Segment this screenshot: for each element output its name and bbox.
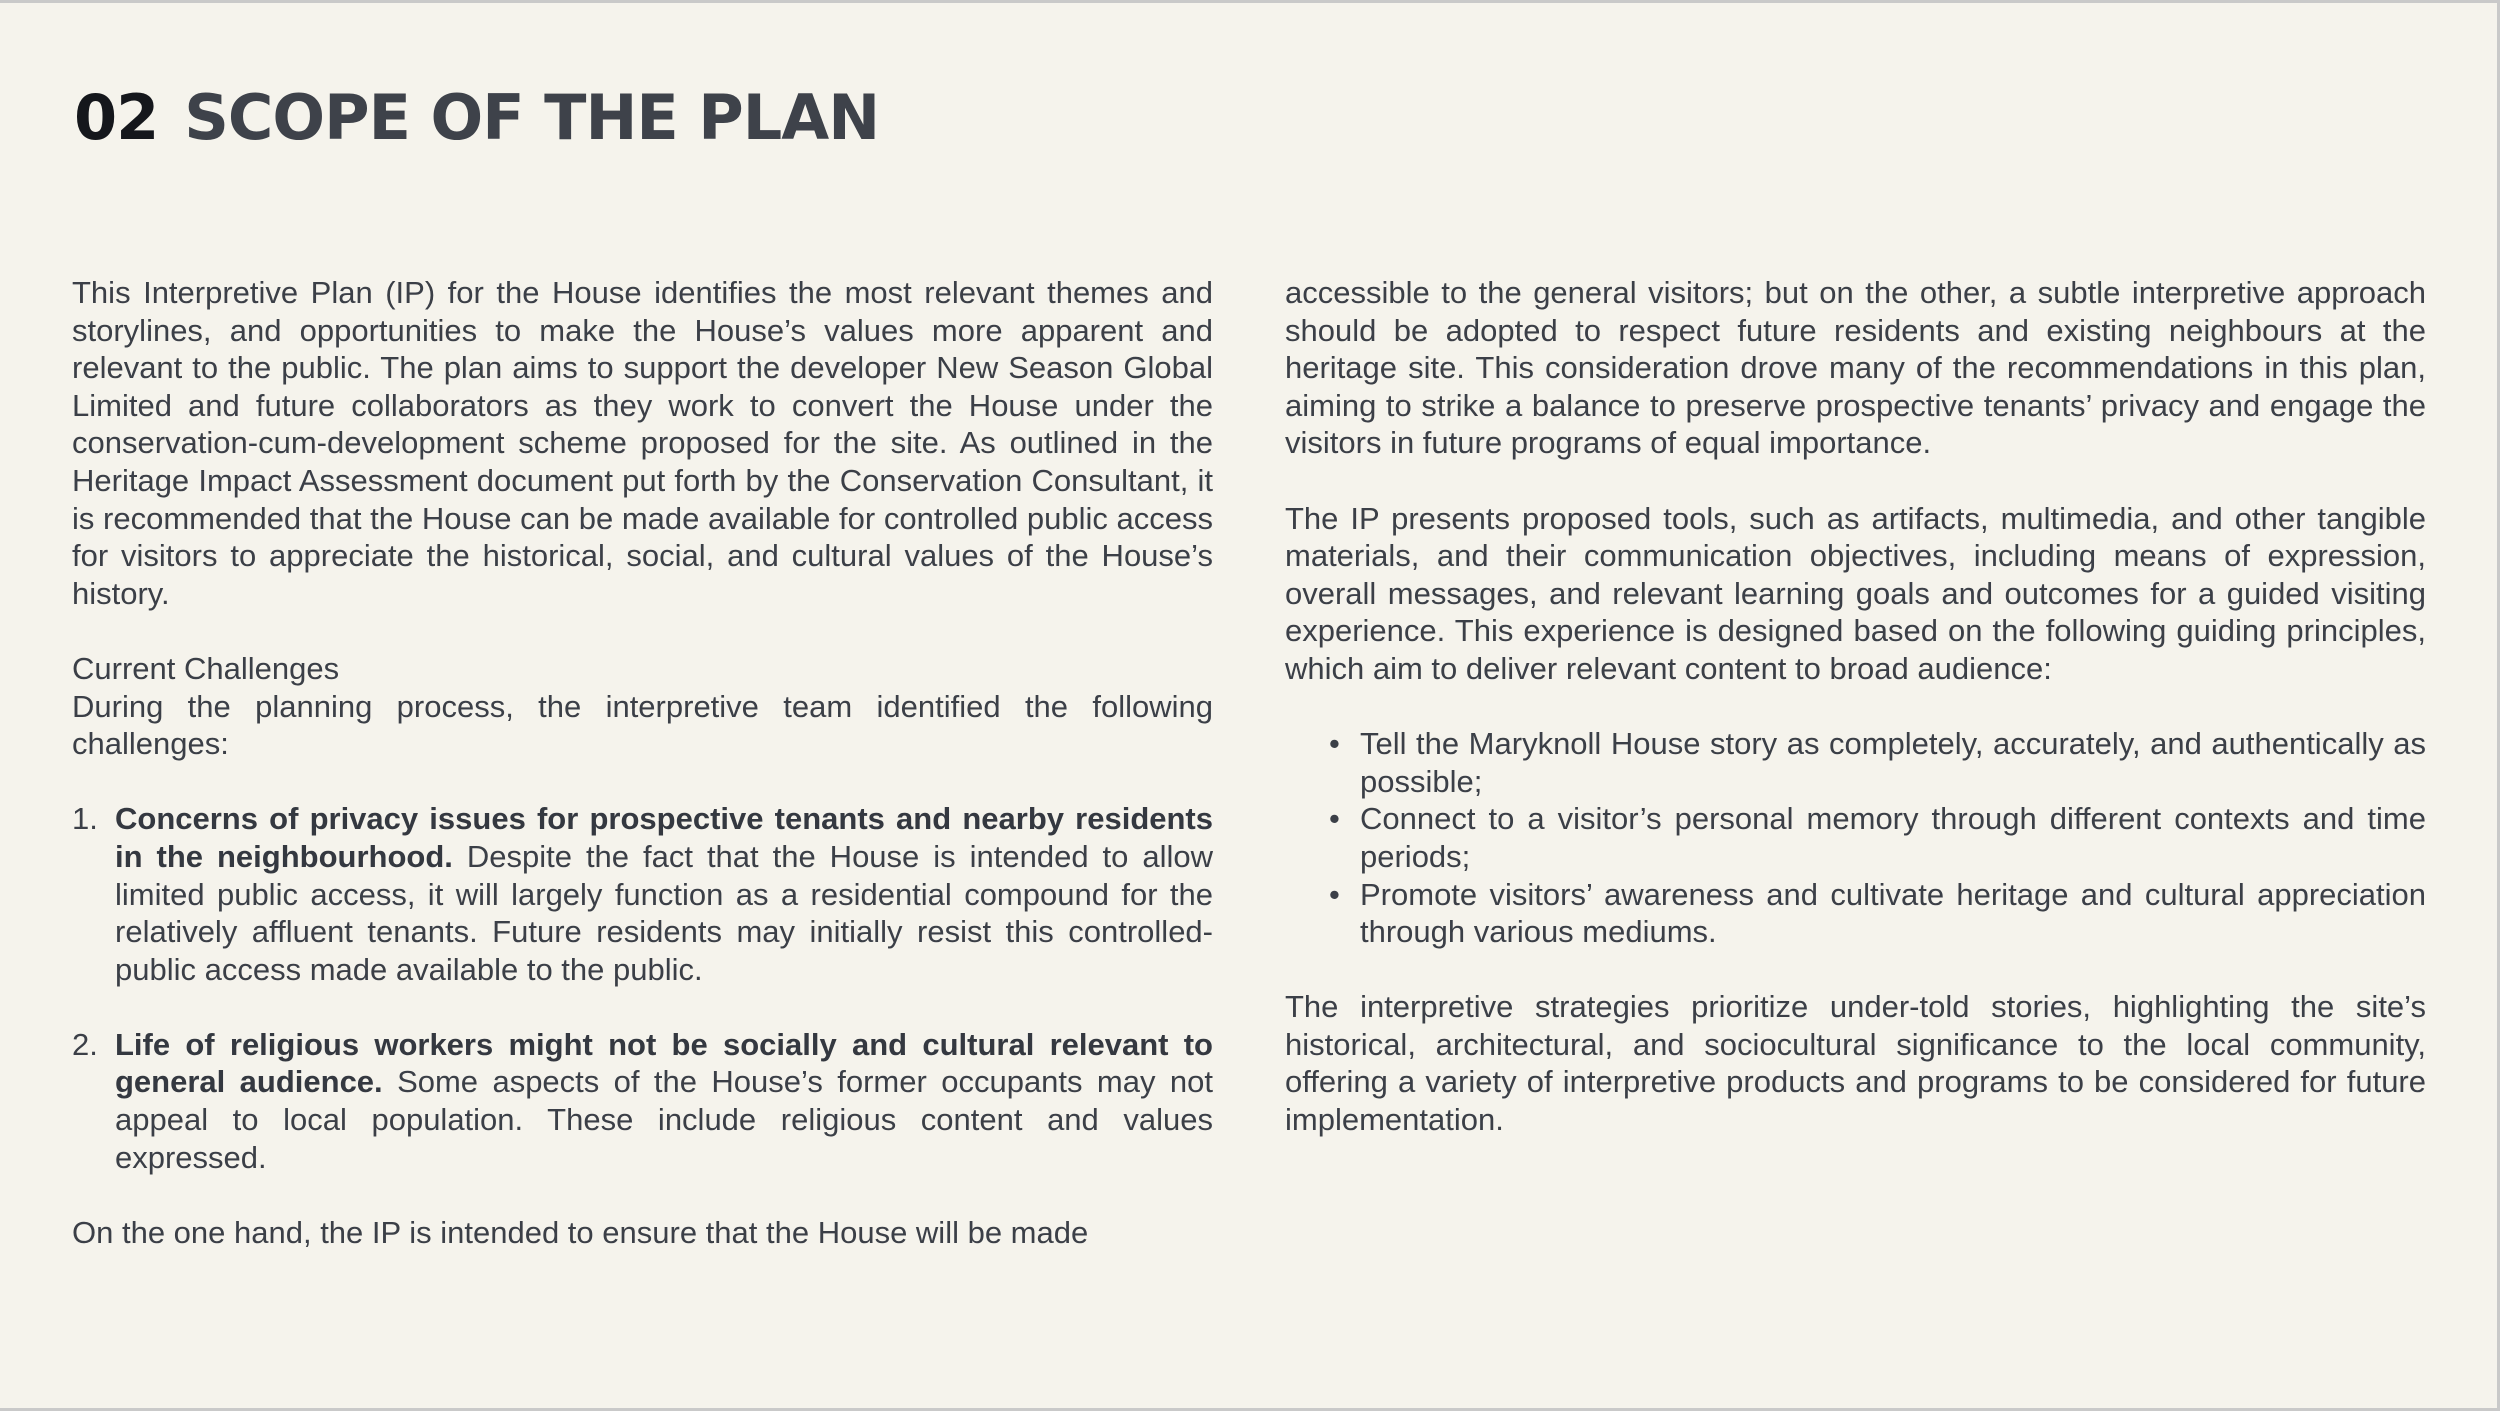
section-title: SCOPE OF THE PLAN [184,81,880,154]
right-column [1285,274,2426,1139]
principle-item [1285,725,2426,800]
challenge-item [72,1026,1213,1176]
challenge-text: Some aspects of the House’s former occupants may not appeal to local population. These include religious content and values expressed. [115,1064,1213,1175]
section-heading [74,81,880,154]
bullet-icon: • [1329,726,1340,762]
list-number: 2. [72,1026,98,1062]
challenge-item [72,800,1213,988]
section-number: 02 [74,81,159,154]
challenge-title: Concerns of privacy issues for prospective tenants and nearby residents in the neighbourhood. [115,801,1213,874]
intro-paragraph: This Interpretive Plan (IP) for the House identifies the most relevant themes and storylines, and opportunities to make the House’s values more apparent and relevant to the public. The plan aims to support the developer New Season Global Limited and future collaborators as they work to convert the House under the conservation-cum-development scheme proposed for the site. As outlined in the Heritage Impact Assessment document put forth by the Conservation Consultant, it is recommended that the House can be made available for controlled public access for visitors to appreciate the historical, social, and cultural values of the House’s history. [72,275,1213,611]
challenges-list [72,800,1213,1176]
challenges-intro: During the planning process, the interpretive team identified the following challenges: [72,688,1213,762]
tools-paragraph: The IP presents proposed tools, such as artifacts, multimedia, and other tangible materials, and their communication objectives, including means of expression, overall messages, and relevant learning goals and outcomes for a guided visiting experience. This experience is designed based on the following guiding principles, which aim to deliver relevant content to broad audience: [1285,500,2426,686]
strategies-paragraph: The interpretive strategies prioritize under-told stories, highlighting the site’s historical, architectural, and sociocultural significance to the local community, offering a variety of interpretive products and programs to be considered for future implementation. [1285,989,2426,1138]
principle-text: Promote visitors’ awareness and cultivate heritage and cultural appreciation through various mediums. [1360,876,2426,950]
principle-item [1285,876,2426,951]
principle-text: Tell the Maryknoll House story as completely, accurately, and authentically as possible; [1360,726,2426,799]
principles-list [1285,725,2426,951]
principle-item [1285,800,2426,875]
bullet-icon: • [1329,801,1340,837]
continuation-paragraph: accessible to the general visitors; but on the other, a subtle interpretive approach should be adopted to respect future residents and existing neighbours at the heritage site. This consideration drove many of the recommendations in this plan, aiming to strike a balance to preserve prospective tenants’ privacy and engage the visitors in future programs of equal importance. [1285,275,2426,461]
challenges-heading: Current Challenges [72,650,340,686]
closing-paragraph: On the one hand, the IP is intended to ensure that the House will be made [72,1214,1089,1250]
principle-text: Connect to a visitor’s personal memory through different contexts and time periods; [1360,801,2426,874]
challenge-title: Life of religious workers might not be socially and cultural relevant to general audience. [115,1026,1213,1100]
list-number: 1. [72,801,98,837]
left-column [72,274,1213,1251]
bullet-icon: • [1329,876,1340,912]
challenge-text: Despite the fact that the House is intended to allow limited public access, it will largely function as a residential compound for the relatively affluent tenants. Future residents may initially resist this controlled-public access made available to the public. [115,838,1213,987]
